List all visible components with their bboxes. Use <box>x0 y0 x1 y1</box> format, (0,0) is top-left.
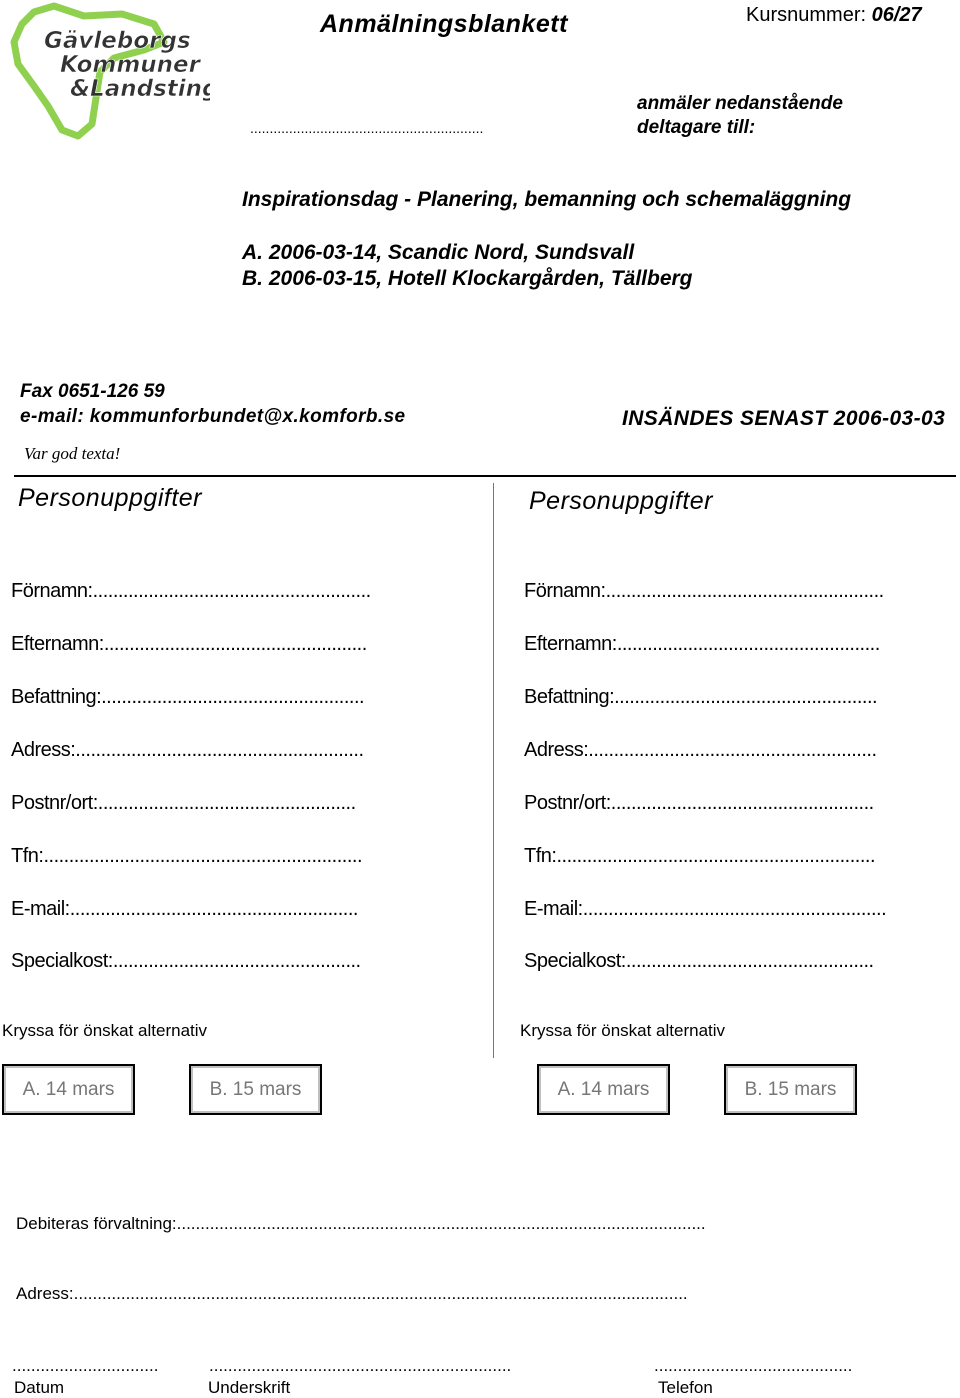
right-firstname-field[interactable]: Förnamn:....................................................... <box>524 580 884 602</box>
right-checkbox-b[interactable] <box>724 1064 857 1115</box>
right-checkbox-b-label: B. 15 mars <box>744 1078 837 1100</box>
right-phone-field[interactable]: Tfn:............................................................... <box>524 845 876 867</box>
right-heading: Personuppgifter <box>529 487 714 515</box>
print-note: Var god texta! <box>24 444 121 463</box>
course-option-b: B. 2006-03-15, Hotell Klockargården, Tällberg <box>242 267 693 290</box>
signature-field[interactable]: ................................................................ <box>209 1356 512 1375</box>
left-checkbox-b[interactable] <box>189 1064 322 1115</box>
right-checkbox-a-label: A. 14 mars <box>557 1078 650 1100</box>
logo <box>4 2 210 142</box>
left-position-field[interactable]: Befattning:.................................................... <box>11 686 365 708</box>
date-field[interactable]: ............................... <box>12 1356 159 1375</box>
divider-vertical <box>493 483 494 1058</box>
left-firstname-field[interactable]: Förnamn:....................................................... <box>11 580 371 602</box>
anmaler-text: anmäler nedanstående deltagare till: <box>637 93 843 138</box>
divider-horizontal <box>14 475 956 477</box>
right-kryssa-label: Kryssa för önskat alternativ <box>520 1021 726 1040</box>
left-address-field[interactable]: Adress:......................................................... <box>11 739 364 761</box>
logo-line-1: Gävleborgs <box>44 28 191 54</box>
left-kryssa-label: Kryssa för önskat alternativ <box>2 1021 208 1040</box>
right-position-field[interactable]: Befattning:.................................................... <box>524 686 878 708</box>
right-diet-field[interactable]: Specialkost:................................................. <box>524 950 874 972</box>
billing-address-field[interactable]: Adress:.................................................................................................................................. <box>16 1284 688 1303</box>
right-address-field[interactable]: Adress:......................................................... <box>524 739 877 761</box>
form-title: Anmälningsblankett <box>320 10 568 38</box>
contact-email: e-mail: kommunforbundet@x.komforb.se <box>20 406 406 427</box>
left-checkbox-a-label: A. 14 mars <box>22 1078 115 1100</box>
phone-label: Telefon <box>658 1378 713 1397</box>
left-phone-field[interactable]: Tfn:............................................................... <box>11 845 363 867</box>
left-lastname-field[interactable]: Efternamn:.................................................... <box>11 633 367 655</box>
organisation-field[interactable]: ............................................................ <box>250 120 484 136</box>
left-heading: Personuppgifter <box>18 484 203 512</box>
left-postal-field[interactable]: Postnr/ort:................................................... <box>11 792 356 814</box>
course-number <box>746 4 922 27</box>
course-name: Inspirationsdag - Planering, bemanning och schemaläggning <box>242 188 852 211</box>
right-postal-field[interactable]: Postnr/ort:.................................................... <box>524 792 874 814</box>
logo-graphic <box>4 2 210 142</box>
course-number-value: 06/27 <box>871 4 922 26</box>
phone-field[interactable]: .......................................... <box>654 1356 853 1375</box>
right-email-field[interactable]: E-mail:............................................................ <box>524 898 887 920</box>
date-label: Datum <box>14 1378 65 1397</box>
right-checkbox-a[interactable] <box>537 1064 670 1115</box>
left-checkbox-b-label: B. 15 mars <box>209 1078 302 1100</box>
logo-line-3: &Landsting <box>70 76 210 102</box>
logo-line-2: Kommuner <box>60 52 200 78</box>
course-option-a: A. 2006-03-14, Scandic Nord, Sundsvall <box>242 241 635 264</box>
fax-number: Fax 0651-126 59 <box>20 381 165 402</box>
signature-label: Underskrift <box>208 1378 291 1397</box>
course-number-label: Kursnummer: <box>746 4 867 26</box>
right-lastname-field[interactable]: Efternamn:.................................................... <box>524 633 880 655</box>
deadline: INSÄNDES SENAST 2006-03-03 <box>622 407 946 430</box>
left-checkbox-a[interactable] <box>2 1064 135 1115</box>
billing-department-field[interactable]: Debiteras förvaltning:................................................................................................................ <box>16 1214 706 1233</box>
left-email-field[interactable]: E-mail:......................................................... <box>11 898 358 920</box>
left-diet-field[interactable]: Specialkost:................................................. <box>11 950 361 972</box>
